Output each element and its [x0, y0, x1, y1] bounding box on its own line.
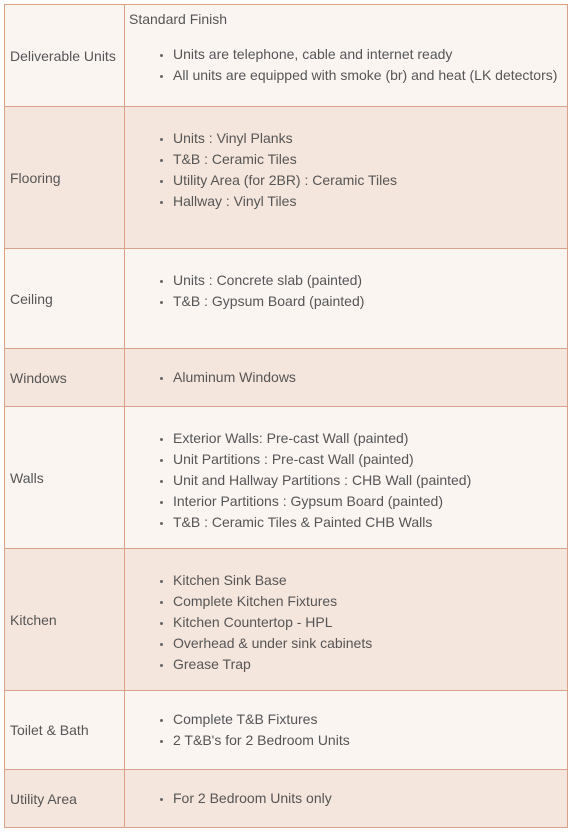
table-row	[5, 770, 568, 828]
row-content	[125, 549, 568, 691]
row-label: Walls	[5, 407, 125, 549]
list-item: • Units : Concrete slab (painted)	[173, 270, 567, 291]
list-item: • Units are telephone, cable and internet ready	[173, 44, 567, 65]
table-row	[5, 407, 568, 549]
list-item: • T&B : Ceramic Tiles & Painted CHB Walls	[173, 512, 567, 533]
row-content	[125, 107, 568, 249]
row-label: Deliverable Units	[5, 5, 125, 107]
table-row	[5, 5, 568, 107]
row-label: Ceiling	[5, 249, 125, 349]
row-label: Toilet & Bath	[5, 691, 125, 770]
specs-table	[4, 4, 568, 828]
list-item: • All units are equipped with smoke (br) and heat (LK detectors)	[173, 65, 567, 86]
list-item: • Units : Vinyl Planks	[173, 128, 567, 149]
bullet-list	[129, 128, 567, 212]
row-content	[125, 349, 568, 407]
list-item: • Overhead & under sink cabinets	[173, 633, 567, 654]
list-item: • Exterior Walls: Pre-cast Wall (painted)	[173, 428, 567, 449]
list-item: • Grease Trap	[173, 654, 567, 675]
row-content	[125, 407, 568, 549]
bullet-list	[129, 570, 567, 675]
row-content	[125, 770, 568, 828]
list-item: • For 2 Bedroom Units only	[173, 788, 567, 809]
list-item: • Complete T&B Fixtures	[173, 709, 567, 730]
bullet-list	[129, 44, 567, 86]
bullet-list	[129, 428, 567, 533]
list-item: • Kitchen Countertop - HPL	[173, 612, 567, 633]
list-item: • Kitchen Sink Base	[173, 570, 567, 591]
table-row	[5, 249, 568, 349]
table-row	[5, 349, 568, 407]
list-item: • 2 T&B's for 2 Bedroom Units	[173, 730, 567, 751]
row-label: Kitchen	[5, 549, 125, 691]
list-item: • T&B : Gypsum Board (painted)	[173, 291, 567, 312]
list-item: • Interior Partitions : Gypsum Board (painted)	[173, 491, 567, 512]
row-label: Flooring	[5, 107, 125, 249]
row-content	[125, 5, 568, 107]
table-row	[5, 549, 568, 691]
list-item: • Aluminum Windows	[173, 367, 567, 388]
section-heading: Standard Finish	[129, 11, 228, 27]
bullet-list	[129, 788, 567, 809]
list-item: • Complete Kitchen Fixtures	[173, 591, 567, 612]
row-content	[125, 691, 568, 770]
bullet-list	[129, 709, 567, 751]
list-item: • T&B : Ceramic Tiles	[173, 149, 567, 170]
table-row	[5, 691, 568, 770]
list-item: • Unit Partitions : Pre-cast Wall (painted)	[173, 449, 567, 470]
bullet-list	[129, 367, 567, 388]
row-label: Utility Area	[5, 770, 125, 828]
list-item: • Hallway : Vinyl Tiles	[173, 191, 567, 212]
bullet-list	[129, 270, 567, 312]
list-item: • Unit and Hallway Partitions : CHB Wall (painted)	[173, 470, 567, 491]
row-content	[125, 249, 568, 349]
list-item: • Utility Area (for 2BR) : Ceramic Tiles	[173, 170, 567, 191]
table-row	[5, 107, 568, 249]
row-label: Windows	[5, 349, 125, 407]
